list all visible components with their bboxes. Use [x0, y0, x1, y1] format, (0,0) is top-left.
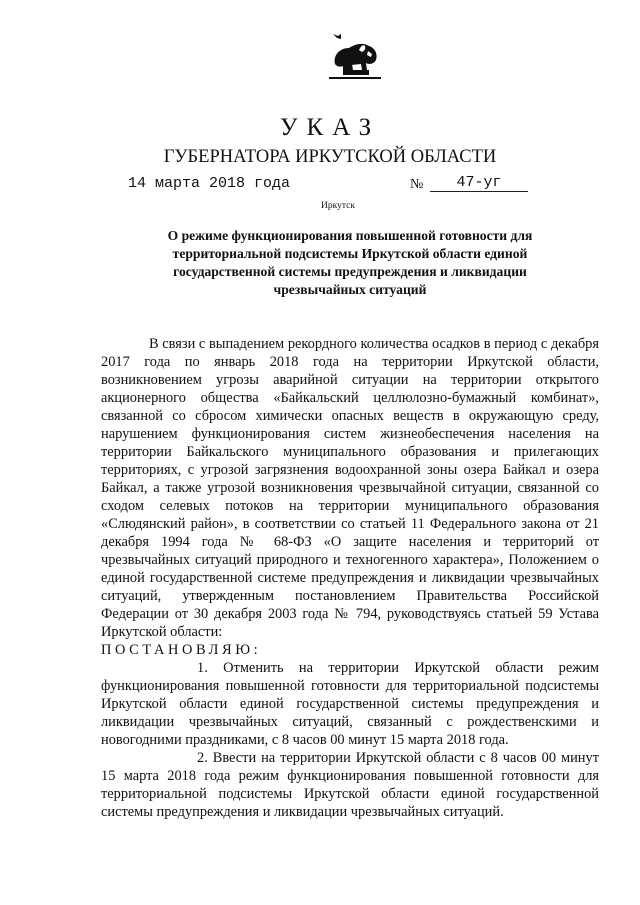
number-sign: №	[410, 177, 424, 192]
title-line: территориальной подсистемы Иркутской области единой	[172, 246, 528, 261]
title-line: государственной системы предупреждения и ликвидации	[173, 264, 527, 279]
document-title	[100, 227, 600, 299]
list-item	[101, 749, 599, 821]
document-body	[101, 335, 599, 821]
document-city: Иркутск	[321, 201, 355, 211]
document-date: 14 марта 2018 года	[128, 175, 291, 192]
decree-word: ПОСТАНОВЛЯЮ:	[101, 642, 262, 658]
title-line: чрезвычайных ситуаций	[273, 282, 427, 297]
item-text: Ввести на территории Иркутской области с 8 часов 00 минут 15 марта 2018 года режим функционирования повышенной готовности для территориальной подсистемы Иркутской области единой государственной системы предупреждения и ликвидации чрезвычайных ситуаций.	[101, 750, 599, 820]
item-number: 1.	[197, 660, 208, 676]
document-type: УКАЗ	[279, 114, 381, 141]
list-item	[101, 659, 599, 749]
document-authority: ГУБЕРНАТОРА ИРКУТСКОЙ ОБЛАСТИ	[163, 147, 497, 167]
item-text: Отменить на территории Иркутской области режим функционирования повышенной готовности для территориальной подсистемы Иркутской области единой государственной системы предупреждения и ликвидации чрезвычайных ситуаций, связанный с рождественскими и новогодними праздниками, с 8 часов 00 минут 15 марта 2018 года.	[101, 660, 599, 748]
irkutsk-coat-of-arms-icon	[329, 34, 381, 80]
preamble-paragraph: В связи с выпадением рекордного количества осадков в период с декабря 2017 года по январь 2018 года на территории Иркутской области, возникновением угрозы аварийной ситуации на территории открытого акционерного общества «Байкальский целлюлозно-бумажный комбинат», связанной со сбросом химически опасных веществ в окружающую среду, нарушением функционирования систем жизнеобеспечения населения на территории Байкальского муниципального образования и прилегающих территориях, с угрозой загрязнения водоохранной зоны озера Байкал и озера Байкал, а также угрозой возникновения чрезвычайной ситуации, связанной со сходом селевых потоков на территории муниципального образования «Слюдянский район», в соответствии со статьей 11 Федерального закона от 21 декабря 1994 года № 68-ФЗ «О защите населения и территорий от чрезвычайных ситуаций природного и техногенного характера», Положением о единой государственной системе предупреждения и ликвидации чрезвычайных ситуаций, утвержденным постановлением Правительства Российской Федерации от 30 декабря 2003 года № 794, руководствуясь статьей 59 Устава Иркутской области:	[101, 336, 599, 640]
number-value: 47-уг	[430, 174, 528, 192]
title-line: О режиме функционирования повышенной готовности для	[167, 228, 533, 243]
item-number: 2.	[197, 750, 208, 766]
